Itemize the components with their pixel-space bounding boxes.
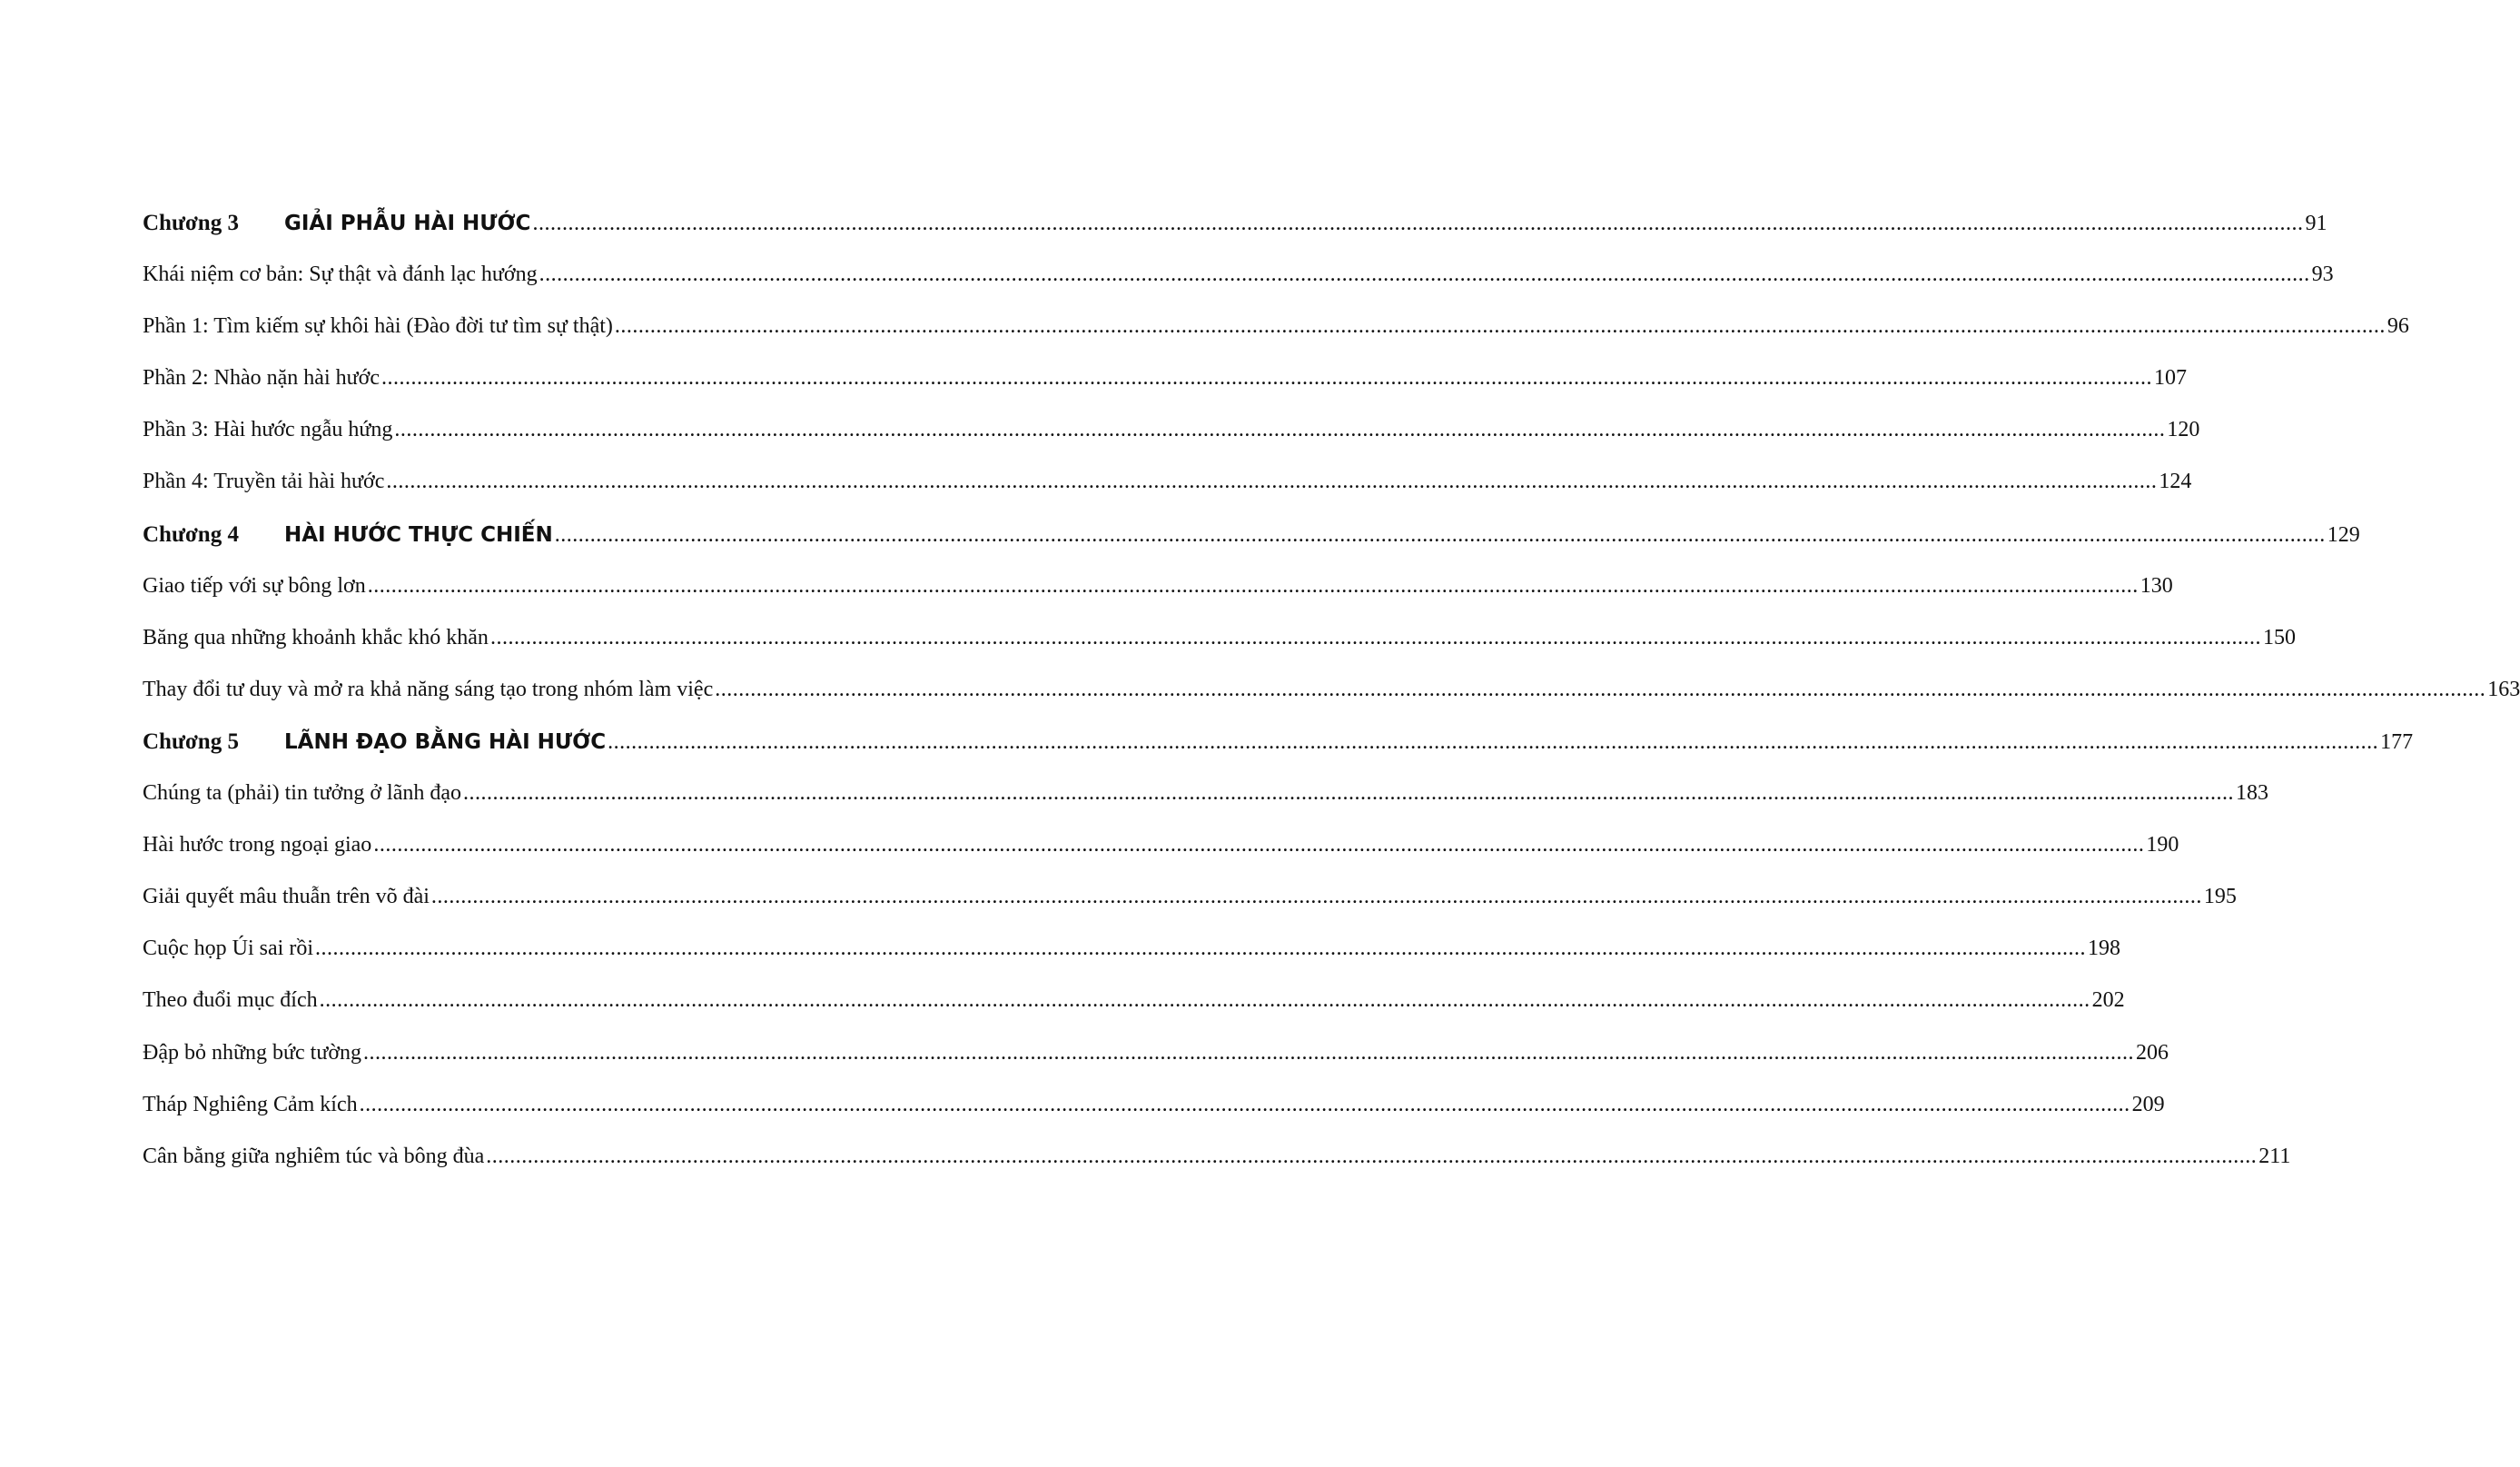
chapter-title: LÃNH ĐẠO BẰNG HÀI HƯỚC xyxy=(284,729,607,754)
leader-dots: ............................................................................................................................................................................................................................................................................................................ xyxy=(319,988,2090,1013)
leader-dots: ............................................................................................................................................................................................................................................................................................................ xyxy=(367,573,2139,598)
section-title: Phần 4: Truyền tải hài hước xyxy=(143,470,385,494)
page-number: 107 xyxy=(2153,366,2187,391)
toc-section-row[interactable] xyxy=(143,352,2187,404)
section-title: Phần 2: Nhào nặn hài hước xyxy=(143,366,380,391)
toc-section-row[interactable] xyxy=(143,1027,2169,1079)
section-title: Chúng ta (phải) tin tưởng ở lãnh đạo xyxy=(143,781,461,806)
toc-chapter-label xyxy=(143,197,530,250)
toc-chapter-row[interactable] xyxy=(143,197,2327,249)
page-number: 91 xyxy=(2305,212,2327,235)
toc-section-row[interactable] xyxy=(143,560,2173,612)
leader-dots: ............................................................................................................................................................................................................................................................................................................ xyxy=(359,1092,2130,1116)
table-of-contents xyxy=(143,197,2520,1183)
section-title: Thay đổi tư duy và mở ra khả năng sáng tạo trong nhóm làm việc xyxy=(143,677,714,701)
chapter-number: Chương 5 xyxy=(143,729,239,754)
page-number: 93 xyxy=(2311,263,2334,287)
page-number: 120 xyxy=(2167,418,2200,442)
chapter-title: GIẢI PHẪU HÀI HƯỚC xyxy=(284,212,531,235)
page-number: 206 xyxy=(2136,1040,2169,1065)
leader-dots: ............................................................................................................................................................................................................................................................................................................ xyxy=(463,781,2234,806)
chapter-number: Chương 3 xyxy=(143,211,239,235)
toc-section-row[interactable] xyxy=(143,404,2200,456)
page-number: 209 xyxy=(2131,1092,2165,1116)
page-number: 177 xyxy=(2380,729,2414,754)
page-number: 198 xyxy=(2087,937,2120,961)
page-number: 195 xyxy=(2203,885,2237,909)
page-number: 96 xyxy=(2387,314,2409,339)
page-number: 150 xyxy=(2262,625,2296,649)
toc-section-row[interactable] xyxy=(143,768,2268,819)
page-number: 183 xyxy=(2236,781,2268,806)
page-number: 202 xyxy=(2091,988,2125,1013)
leader-dots: ............................................................................................................................................................................................................................................................................................................ xyxy=(380,366,2152,391)
section-title: Giải quyết mâu thuẫn trên võ đài xyxy=(143,885,430,909)
leader-dots: ............................................................................................................................................................................................................................................................................................................ xyxy=(386,470,2158,494)
toc-chapter-label xyxy=(143,509,553,561)
toc-section-row[interactable] xyxy=(143,975,2125,1026)
leader-dots: ............................................................................................................................................................................................................................................................................................................ xyxy=(554,522,2326,547)
chapter-number: Chương 4 xyxy=(143,521,239,547)
leader-dots: ............................................................................................................................................................................................................................................................................................................ xyxy=(486,1144,2258,1168)
section-title: Đập bỏ những bức tường xyxy=(143,1040,362,1065)
leader-dots: ............................................................................................................................................................................................................................................................................................................ xyxy=(715,677,2486,701)
page-number: 129 xyxy=(2327,522,2360,547)
toc-section-row[interactable] xyxy=(143,301,2409,352)
leader-dots: ............................................................................................................................................................................................................................................................................................................ xyxy=(363,1040,2135,1065)
toc-section-row[interactable] xyxy=(143,249,2334,301)
toc-section-row[interactable] xyxy=(143,923,2120,975)
toc-section-row[interactable] xyxy=(143,612,2296,664)
toc-section-row[interactable] xyxy=(143,456,2192,508)
leader-dots: ............................................................................................................................................................................................................................................................................................................ xyxy=(373,833,2145,857)
leader-dots: ............................................................................................................................................................................................................................................................................................................ xyxy=(314,937,2086,961)
page-number: 124 xyxy=(2159,470,2192,494)
section-title: Khái niệm cơ bản: Sự thật và đánh lạc hướng xyxy=(143,263,538,287)
page-number: 130 xyxy=(2140,573,2173,598)
toc-section-row[interactable] xyxy=(143,664,2520,716)
leader-dots: ............................................................................................................................................................................................................................................................................................................ xyxy=(539,263,2310,287)
toc-chapter-label xyxy=(143,716,606,768)
section-title: Tháp Nghiêng Cảm kích xyxy=(143,1092,358,1116)
leader-dots: ............................................................................................................................................................................................................................................................................................................ xyxy=(614,314,2386,339)
toc-section-row[interactable] xyxy=(143,871,2237,923)
section-title: Phần 1: Tìm kiếm sự khôi hài (Đào đời tư tìm sự thật) xyxy=(143,314,613,339)
leader-dots: ............................................................................................................................................................................................................................................................................................................ xyxy=(430,885,2202,909)
leader-dots: ............................................................................................................................................................................................................................................................................................................ xyxy=(489,625,2261,649)
toc-section-row[interactable] xyxy=(143,1079,2165,1131)
toc-chapter-row[interactable] xyxy=(143,509,2360,560)
chapter-title: HÀI HƯỚC THỰC CHIẾN xyxy=(284,522,553,547)
page-number: 163 xyxy=(2487,677,2520,701)
toc-section-row[interactable] xyxy=(143,819,2179,871)
leader-dots: ............................................................................................................................................................................................................................................................................................................ xyxy=(608,729,2379,754)
section-title: Cân bằng giữa nghiêm túc và bông đùa xyxy=(143,1144,485,1168)
section-title: Hài hước trong ngoại giao xyxy=(143,833,372,857)
page-number: 211 xyxy=(2258,1144,2291,1168)
toc-chapter-row[interactable] xyxy=(143,716,2414,768)
section-title: Theo đuổi mục đích xyxy=(143,988,318,1013)
leader-dots: ............................................................................................................................................................................................................................................................................................................ xyxy=(532,212,2304,235)
page-number: 190 xyxy=(2146,833,2179,857)
leader-dots: ............................................................................................................................................................................................................................................................................................................ xyxy=(394,418,2166,442)
toc-section-row[interactable] xyxy=(143,1131,2291,1183)
section-title: Băng qua những khoảnh khắc khó khăn xyxy=(143,625,489,649)
section-title: Cuộc họp Úi sai rồi xyxy=(143,937,313,961)
section-title: Phần 3: Hài hước ngẫu hứng xyxy=(143,418,393,442)
section-title: Giao tiếp với sự bông lơn xyxy=(143,573,366,598)
